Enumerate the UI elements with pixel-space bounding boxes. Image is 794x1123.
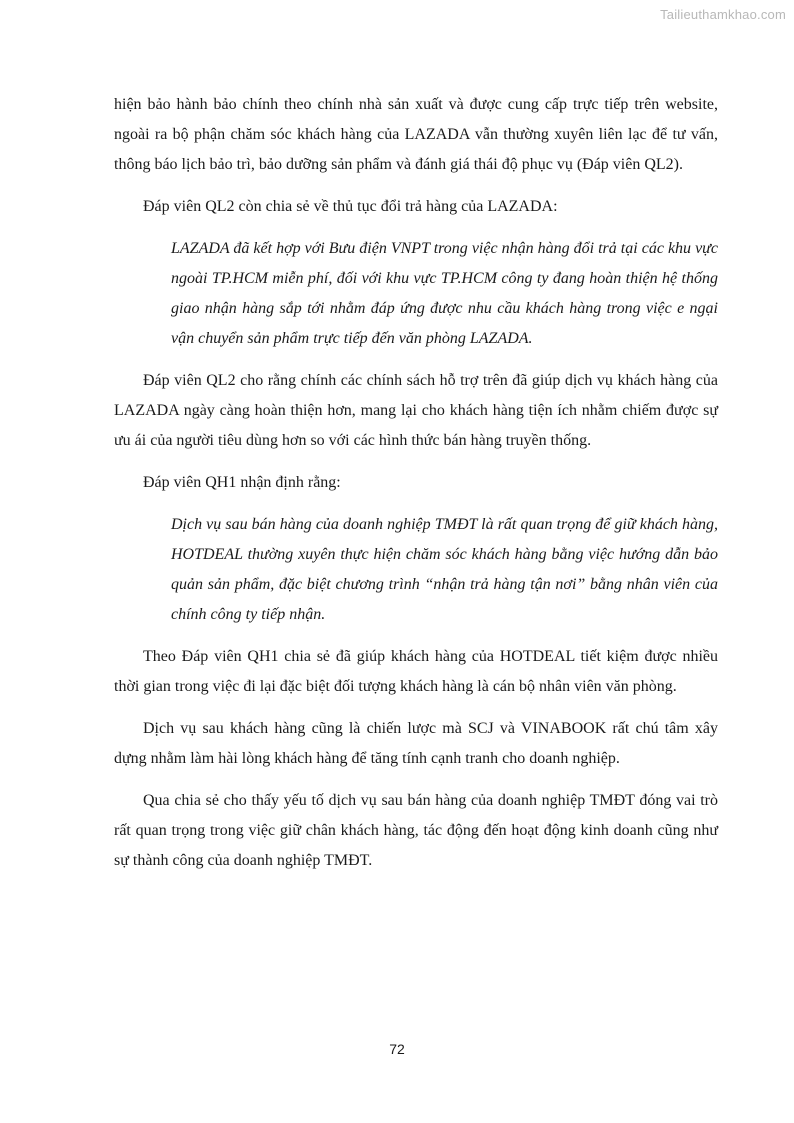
- watermark-text: Tailieuthamkhao.com: [660, 7, 786, 22]
- paragraph-continuation: hiện bảo hành bảo chính theo chính nhà sản xuất và được cung cấp trực tiếp trên website, ngoài ra bộ phận chăm sóc khách hàng của LAZADA vẫn thường xuyên liên lạc để tư vấn, thông báo lịch bảo trì, bảo dưỡng sản phẩm và đánh giá thái độ phục vụ (Đáp viên QL2).: [114, 96, 718, 173]
- paragraph-ql2-intro: Đáp viên QL2 còn chia sẻ về thủ tục đổi trả hàng của LAZADA:: [143, 198, 558, 215]
- paragraph-ql2-opinion: Đáp viên QL2 cho rằng chính các chính sách hỗ trợ trên đã giúp dịch vụ khách hàng của LAZADA ngày càng hoàn thiện hơn, mang lại cho khách hàng tiện ích nhằm chiếm được sự ưu ái của người tiêu dùng hơn so với các hình thức bán hàng truyền thống.: [114, 372, 718, 449]
- paragraph-scj-vinabook: Dịch vụ sau khách hàng cũng là chiến lược mà SCJ và VINABOOK rất chú tâm xây dựng nhằm làm hài lòng khách hàng để tăng tính cạnh tranh cho doanh nghiệp.: [114, 720, 718, 767]
- document-body: [114, 90, 718, 888]
- paragraph-qh1-opinion: Theo Đáp viên QH1 chia sẻ đã giúp khách hàng của HOTDEAL tiết kiệm được nhiều thời gian trong việc đi lại đặc biệt đối tượng khách hàng là cán bộ nhân viên văn phòng.: [114, 648, 718, 695]
- paragraph-qh1-intro: Đáp viên QH1 nhận định rằng:: [143, 474, 341, 491]
- paragraph-conclusion: Qua chia sẻ cho thấy yếu tố dịch vụ sau bán hàng của doanh nghiệp TMĐT đóng vai trò rất quan trọng trong việc giữ chân khách hàng, tác động đến hoạt động kinh doanh cũng như sự thành công của doanh nghiệp TMĐT.: [114, 792, 718, 869]
- quote-qh1: Dịch vụ sau bán hàng của doanh nghiệp TMĐT là rất quan trọng để giữ khách hàng, HOTDEAL thường xuyên thực hiện chăm sóc khách hàng bằng việc hướng dẫn bảo quản sản phẩm, đặc biệt chương trình “nhận trả hàng tận nơi” bằng nhân viên của chính công ty tiếp nhận.: [171, 516, 718, 623]
- quote-ql2: LAZADA đã kết hợp với Bưu điện VNPT trong việc nhận hàng đổi trả tại các khu vực ngoài TP.HCM miễn phí, đối với khu vực TP.HCM công ty đang hoàn thiện hệ thống giao nhận hàng sắp tới nhằm đáp ứng được nhu cầu khách hàng trong việc e ngại vận chuyển sản phẩm trực tiếp đến văn phòng LAZADA.: [171, 240, 718, 347]
- page-number: 72: [389, 1041, 405, 1057]
